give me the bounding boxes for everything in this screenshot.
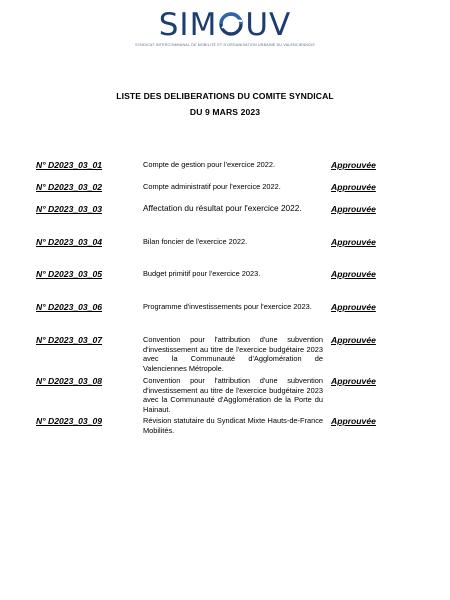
logo-text-left: SIM [158,7,218,43]
deliberation-description: Compte de gestion pour l'exercice 2022. [143,160,276,169]
deliberation-ref[interactable]: N° D2023_03_07 [36,335,103,345]
logo-wordmark [159,8,291,42]
deliberation-ref[interactable]: N° D2023_03_02 [36,182,103,192]
deliberation-description: Révision statutaire du Syndicat Mixte Hauts-de-France Mobilités. [143,416,323,435]
logo-text-right: UV [245,7,292,43]
deliberation-status[interactable]: Approuvée [331,376,376,386]
logo-o-icon [218,9,244,37]
deliberation-ref[interactable]: N° D2023_03_03 [36,204,103,214]
deliberation-ref[interactable]: N° D2023_03_04 [36,237,103,247]
deliberation-description: Convention pour l'attribution d'une subvention d'investissement au titre de l'exercice budgétaire 2023 avec la Communauté d'Agglomération de Valenciennes Métropole. [143,335,323,373]
deliberation-ref[interactable]: N° D2023_03_06 [36,302,103,312]
logo-tagline: SYNDICAT INTERCOMMUNAL DE MOBILITÉ ET D'ORGANISATION URBAINE DU VALENCIENNOIS [135,43,315,47]
deliberation-status[interactable]: Approuvée [331,335,376,345]
deliberation-ref[interactable]: N° D2023_03_09 [36,416,103,426]
deliberation-ref[interactable]: N° D2023_03_01 [36,160,103,170]
logo [0,8,450,48]
deliberation-status[interactable]: Approuvée [331,416,376,426]
deliberation-status[interactable]: Approuvée [331,204,376,214]
deliberation-description: Programme d'investissements pour l'exercice 2023. [143,302,312,311]
document-title-line2: DU 9 MARS 2023 [189,107,261,117]
deliberation-status[interactable]: Approuvée [331,302,376,312]
deliberation-ref[interactable]: N° D2023_03_08 [36,376,103,386]
deliberation-ref[interactable]: N° D2023_03_05 [36,269,103,279]
deliberation-description: Budget primitif pour l'exercice 2023. [143,269,261,278]
deliberation-description: Compte administratif pour l'exercice 2022. [143,182,281,191]
deliberation-status[interactable]: Approuvée [331,182,376,192]
document-title-line1: LISTE DES DELIBERATIONS DU COMITE SYNDICAL [116,91,334,101]
deliberation-description: Bilan foncier de l'exercice 2022. [143,237,248,246]
deliberation-status[interactable]: Approuvée [331,237,376,247]
deliberation-description: Affectation du résultat pour l'exercice 2022. [143,203,302,213]
deliberation-status[interactable]: Approuvée [331,160,376,170]
deliberation-status[interactable]: Approuvée [331,269,376,279]
deliberation-description: Convention pour l'attribution d'une subvention d'investissement au titre de l'exercice budgétaire 2023 avec la Communauté d'Agglomération de la Porte du Hainaut. [143,376,323,414]
